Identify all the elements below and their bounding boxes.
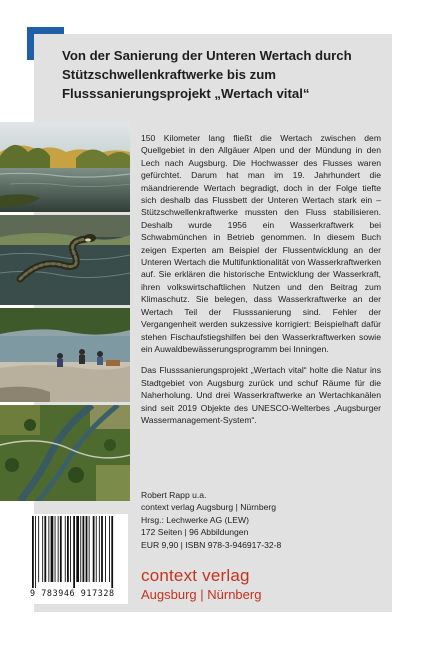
book-blurb-title: Von der Sanierung der Unteren Wertach durch Stützschwellenkraftwerke bis zum Flusssanierungsprojekt „Wertach vital“: [62, 48, 352, 101]
barcode-bar: [80, 516, 81, 582]
barcode-bar: [48, 516, 49, 582]
barcode-bar: [35, 516, 36, 588]
barcode-bar: [67, 516, 69, 582]
barcode-bar: [65, 516, 66, 582]
barcode-bars: [28, 514, 128, 588]
barcode-bar: [51, 516, 54, 582]
pages-line: 172 Seiten | 96 Abbildungen: [141, 527, 249, 538]
barcode-bar: [96, 516, 97, 582]
barcode-bar: [89, 516, 90, 582]
accent-corner-bar-vertical: [27, 27, 34, 60]
barcode-number: 9 783946 917328: [30, 588, 115, 598]
barcode-bar: [105, 516, 106, 582]
publisher-logo-name: context verlag: [141, 566, 250, 585]
photo-column: [0, 122, 130, 501]
barcode-bar: [93, 516, 95, 582]
barcode-bar: [76, 516, 79, 582]
barcode-bar: [55, 516, 56, 582]
barcode-bar: [38, 516, 39, 582]
barcode-bar: [86, 516, 88, 582]
book-credits: [141, 489, 281, 551]
author-line: Robert Rapp u.a.: [141, 490, 207, 500]
barcode-bar: [32, 516, 34, 588]
aerial-river-photo: [0, 405, 130, 501]
barcode-bar: [99, 516, 100, 582]
publisher-logo-city: Augsburg | Nürnberg: [141, 587, 262, 602]
barcode-bar: [60, 516, 62, 582]
people-at-riverbank-photo: [0, 308, 130, 402]
barcode-bar: [109, 516, 110, 582]
publisher-line: context verlag Augsburg | Nürnberg: [141, 502, 277, 513]
blurb-text: [141, 132, 381, 435]
barcode-bar: [111, 516, 113, 588]
blurb-paragraph: Das Flusssanierungsprojekt „Wertach vital“ holte die Natur ins Stadtgebiet von Augsburg zurück und schuf Räume für die Naherholung. Und drei Wasserkraftwerke an Wertachkanälen sind seit 2019 Objekte des UNESCO-Welterbes „Augsburger Wassermanagement-System“.: [141, 365, 381, 425]
editor-line: Hrsg.: Lechwerke AG (LEW): [141, 514, 249, 525]
barcode-bar: [101, 516, 103, 582]
barcode-bar: [42, 516, 43, 582]
price-isbn-line: EUR 9,90 | ISBN 978-3-946917-32-8: [141, 539, 282, 550]
barcode-bar: [44, 516, 46, 582]
snake-in-water-photo: [0, 215, 130, 305]
river-landscape-photo: [0, 122, 130, 212]
barcode-bar: [70, 516, 71, 582]
barcode-bar: [73, 516, 75, 588]
barcode-bar: [83, 516, 85, 582]
barcode-bar: [58, 516, 59, 582]
blurb-paragraph: 150 Kilometer lang fließt die Wertach zwischen dem Quellgebiet in den Allgäuer Alpen und der Mündung in den Lech nach Augsburg. Die Hochwasser des Flusses waren gefürchtet. Darum hat man im 19. Jahrhundert die mäandrierende Wertach begradigt, doch in der Folge tiefte sich deshalb das Flussbett der Unteren Wertach stark ein – Stützschwellenkraftwerke mussten den Fluss stabilisieren. Deshalb wurde 1956 ein Wasserkraftwerk bei Schwabmünchen in Betrieb genommen. In diesem Buch zeigen Experten am Beispiel der Flussentwicklung an der Unteren Wertach die Multifunktionalität von Wasserkraftwerken auf. Sie erklären die historische Entwicklung der Wasserkraft, ihren volkswirtschaftlichen Nutzen und den Beitrag zum Klimaschutz. Sie belegen, dass Wasserkraftwerke an der Wertach Teil der Flusssanierung sind. Fehler der Vergangenheit werden sukzessive korrigiert: Beispielhaft dafür stehen Fischaufstiegshilfen bei den Wasserkraftwerken sowie ein Auwaldbewässerungsprogramm bei Inningen.: [141, 133, 381, 354]
